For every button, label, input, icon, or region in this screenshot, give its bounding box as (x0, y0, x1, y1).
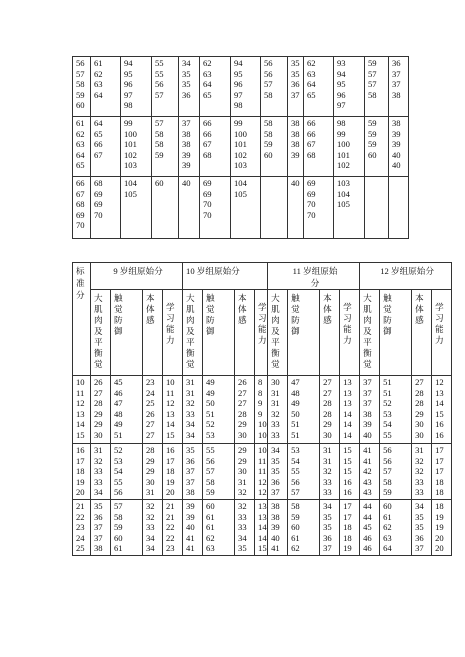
table-cell: 28 29 29 30 31 (143, 444, 163, 500)
subheader-cell: 触 觉 防 御 (380, 290, 412, 376)
table-cell: 62 63 64 65 (304, 57, 334, 117)
table-cell: 59 59 59 60 (365, 117, 389, 177)
table-row (73, 177, 409, 239)
table-cell: 15 15 15 16 16 (340, 444, 360, 500)
table-cell: 49 49 50 51 52 53 (203, 376, 235, 444)
table-cell: 41 41 42 43 43 (360, 444, 380, 500)
table-cell: 34 35 35 36 (179, 57, 200, 117)
table-cell: 13 13 13 14 14 14 (340, 376, 360, 444)
table-row (73, 57, 409, 117)
table-row (73, 444, 452, 500)
table-cell: 103 104 105 (334, 177, 365, 239)
table-cell: 34 35 35 36 37 (268, 444, 288, 500)
table-cell: 38 38 38 39 (288, 117, 304, 177)
table-cell: 29 29 30 31 32 (235, 444, 255, 500)
table-cell: 47 48 49 50 51 51 (288, 376, 320, 444)
table-cell: 34 35 35 36 37 (320, 500, 340, 556)
table-cell: 36 37 37 38 (389, 57, 409, 117)
subheader-cell: 学 习 能 力 (163, 290, 183, 376)
table-cell (365, 177, 389, 239)
table-cell: 17 17 17 18 18 (432, 444, 452, 500)
table-cell: 58 58 59 60 (261, 117, 288, 177)
standard-score-cell: 21 22 23 24 25 (73, 500, 91, 556)
standard-score-cell: 10 11 12 13 14 15 (73, 376, 91, 444)
table-cell: 59 57 57 58 (365, 57, 389, 117)
table-cell: 94 95 96 97 98 (231, 57, 261, 117)
table-cell: 26 27 27 28 29 30 (235, 376, 255, 444)
table-cell: 31 32 33 33 34 (91, 444, 111, 500)
table-cell: 93 94 95 96 97 (334, 57, 365, 117)
table-cell: 66 66 67 68 (200, 117, 231, 177)
table-cell: 27 27 28 28 29 30 (320, 376, 340, 444)
subheader-row (73, 290, 452, 376)
table-cell: 44 44 45 46 46 (360, 500, 380, 556)
table-cell: 52 53 54 55 56 (111, 444, 143, 500)
table-cell: 34 35 35 36 37 (412, 500, 432, 556)
table-cell: 53 54 55 56 57 (288, 444, 320, 500)
subheader-cell: 本 体 感 (320, 290, 340, 376)
table-cell: 66 66 67 68 (304, 117, 334, 177)
table-cell: 17 17 18 18 19 (340, 500, 360, 556)
table-cell: 104 105 (231, 177, 261, 239)
table-cell: 66 67 68 69 70 (73, 177, 91, 239)
subheader-cell: 大 肌 肉 及 平 衡 觉 (91, 290, 111, 376)
standard-score-header: 标 准 分 (73, 263, 91, 376)
table-cell: 60 61 62 63 64 (380, 500, 412, 556)
table-cell: 35 36 37 37 38 (91, 500, 111, 556)
table-cell: 37 37 37 38 39 40 (360, 376, 380, 444)
table-cell: 61 62 63 64 65 (73, 117, 91, 177)
group-header-age-9: 9 岁组原始分 (91, 263, 183, 290)
table-cell: 27 28 28 29 30 30 (412, 376, 432, 444)
table-cell: 32 33 33 34 35 (235, 500, 255, 556)
table-cell: 64 65 66 67 (91, 117, 121, 177)
table-row (73, 500, 452, 556)
group-header-age-10: 10 岁组原始分 (183, 263, 268, 290)
subheader-cell: 大 肌 肉 及 平 衡 觉 (183, 290, 203, 376)
table-cell: 31 32 32 33 33 (412, 444, 432, 500)
table-cell: 104 105 (121, 177, 152, 239)
table-cell: 12 13 14 15 16 16 (432, 376, 452, 444)
subheader-cell: 本 体 感 (412, 290, 432, 376)
table-cell: 39 39 40 41 41 (183, 500, 203, 556)
table-cell: 38 39 39 40 40 (389, 117, 409, 177)
standard-score-cell: 16 17 18 19 20 (73, 444, 91, 500)
table-cell: 16 17 18 19 20 (163, 444, 183, 500)
table-cell: 69 69 70 70 (304, 177, 334, 239)
subheader-cell: 学 习 能 力 (255, 290, 268, 376)
table-cell: 45 46 47 48 49 51 (111, 376, 143, 444)
table-cell: 35 35 36 37 (288, 57, 304, 117)
score-table-age-9-12 (72, 262, 452, 556)
subheader-cell: 触 觉 防 御 (288, 290, 320, 376)
table-cell: 10 11 11 12 12 (255, 444, 268, 500)
table-cell: 61 62 63 64 (91, 57, 121, 117)
table-cell: 60 61 61 62 63 (203, 500, 235, 556)
table-cell: 13 13 14 14 15 (255, 500, 268, 556)
table-cell: 51 51 52 53 54 55 (380, 376, 412, 444)
table-cell: 32 32 33 34 34 (143, 500, 163, 556)
table-cell (389, 177, 409, 239)
subheader-cell: 本 体 感 (235, 290, 255, 376)
table-cell: 94 95 96 97 98 (121, 57, 152, 117)
table-cell: 35 36 37 37 38 (183, 444, 203, 500)
subheader-cell: 大 肌 肉 及 平 衡 觉 (268, 290, 288, 376)
subheader-cell: 触 觉 防 御 (203, 290, 235, 376)
table-cell: 69 69 70 70 (200, 177, 231, 239)
table-cell: 56 57 58 59 60 (73, 57, 91, 117)
table-cell: 58 59 60 61 62 (288, 500, 320, 556)
subheader-cell: 学 习 能 力 (432, 290, 452, 376)
table-cell: 37 38 38 39 39 (179, 117, 200, 177)
table-cell: 57 58 59 60 61 (111, 500, 143, 556)
table-cell: 23 24 25 26 27 27 (143, 376, 163, 444)
table-cell (261, 177, 288, 239)
table-cell: 55 55 56 57 (152, 57, 179, 117)
table-cell: 98 99 100 101 102 (334, 117, 365, 177)
subheader-cell: 大 肌 肉 及 平 衡 觉 (360, 290, 380, 376)
table-row (73, 376, 452, 444)
subheader-cell: 本 体 感 (143, 290, 163, 376)
table-cell: 40 (179, 177, 200, 239)
table-cell: 56 56 57 58 (261, 57, 288, 117)
table-cell: 31 31 32 33 33 (320, 444, 340, 500)
table-cell: 18 19 19 20 20 (432, 500, 452, 556)
table-cell: 56 56 57 58 59 (380, 444, 412, 500)
table-cell: 8 8 9 9 10 10 (255, 376, 268, 444)
subheader-cell: 触 觉 防 御 (111, 290, 143, 376)
table-cell: 40 (288, 177, 304, 239)
table-cell: 68 69 69 70 (91, 177, 121, 239)
table-cell: 99 100 101 102 103 (231, 117, 261, 177)
score-table-continued (72, 56, 409, 239)
group-header-age-11: 11 岁组原始 分 (268, 263, 360, 290)
table-cell: 10 11 12 13 14 15 (163, 376, 183, 444)
group-header-age-12: 12 岁组原始分 (360, 263, 452, 290)
table-cell: 62 63 64 65 (200, 57, 231, 117)
table-cell: 55 56 57 58 59 (203, 444, 235, 500)
table-cell: 30 31 31 32 33 33 (268, 376, 288, 444)
table-cell: 31 31 32 33 34 34 (183, 376, 203, 444)
table-cell: 99 100 101 102 103 (121, 117, 152, 177)
table-cell: 60 (152, 177, 179, 239)
table-cell: 57 58 58 59 (152, 117, 179, 177)
subheader-cell: 学 习 能 力 (340, 290, 360, 376)
table-cell: 38 38 39 40 41 (268, 500, 288, 556)
table-cell: 26 27 28 29 29 30 (91, 376, 111, 444)
table-row (73, 117, 409, 177)
table-cell: 21 21 22 22 23 (163, 500, 183, 556)
